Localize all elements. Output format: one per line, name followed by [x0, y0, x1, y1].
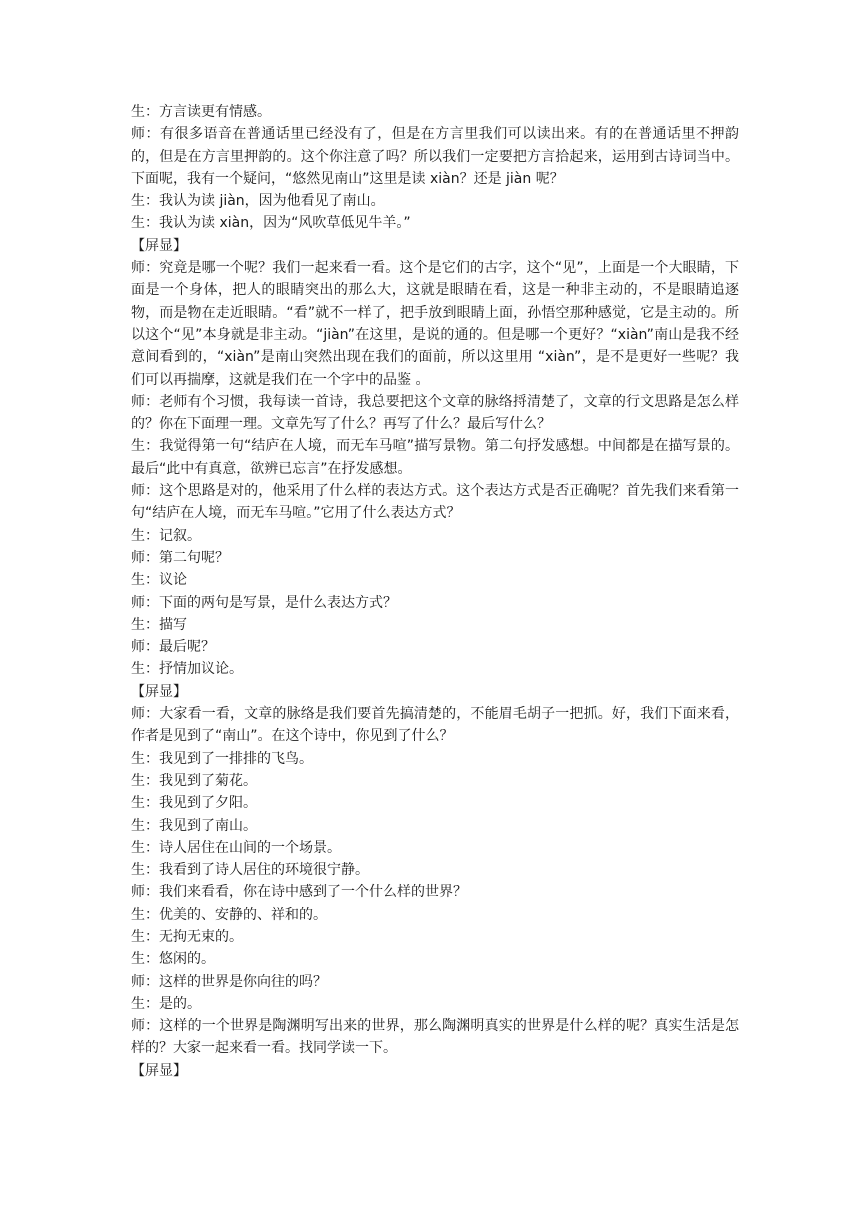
transcript-paragraph: 生：我看到了诗人居住的环境很宁静。 — [131, 862, 369, 879]
transcript-paragraph: 生：我见到了南山。 — [131, 817, 257, 834]
transcript-paragraph: 生：抒情加议论。 — [131, 661, 243, 678]
transcript-paragraph: 生：记叙。 — [131, 527, 201, 544]
transcript-paragraph: 生：悠闲的。 — [131, 951, 215, 968]
transcript-paragraph: 师：这样的世界是你向往的吗？ — [131, 973, 327, 990]
transcript-paragraph: 【屏显】 — [131, 1062, 187, 1079]
transcript-paragraph: 师：这个思路是对的，他采用了什么样的表达方式。这个表达方式是否正确呢？首先我们来看第一句“结庐在人境，而无车马喧。”它用了什么表达方式？ — [131, 483, 739, 522]
transcript-paragraph: 师：这样的一个世界是陶渊明写出来的世界，那么陶渊明真实的世界是什么样的呢？真实生活是怎样的？大家一起来看一看。找同学读一下。 — [131, 1018, 739, 1057]
transcript-paragraph: 师：有很多语音在普通话里已经没有了，但是在方言里我们可以读出来。有的在普通话里不押韵的，但是在方言里押韵的。这个你注意了吗？所以我们一定要把方言拾起来，运用到古诗词当中。下面呢，我有一个疑问，“悠然见南山”这里是读 xiàn？还是 jiàn 呢？ — [131, 126, 739, 187]
transcript-paragraph: 生：我觉得第一句“结庐在人境，而无车马喧”描写景物。第二句抒发感想。中间都是在描写景的。最后“此中有真意，欲辨已忘言”在抒发感想。 — [131, 438, 739, 477]
transcript-paragraph: 【屏显】 — [131, 683, 187, 700]
transcript-paragraph: 生：描写 — [131, 616, 187, 633]
document-body — [131, 101, 739, 1082]
transcript-paragraph: 生：我见到了夕阳。 — [131, 795, 257, 812]
transcript-paragraph: 生：议论 — [131, 572, 187, 589]
transcript-paragraph: 生：诗人居住在山间的一个场景。 — [131, 839, 341, 856]
transcript-paragraph: 师：下面的两句是写景，是什么表达方式？ — [131, 594, 397, 611]
transcript-paragraph: 师：大家看一看，文章的脉络是我们要首先搞清楚的，不能眉毛胡子一把抓。好，我们下面来看，作者是见到了“南山”。在这个诗中，你见到了什么？ — [131, 706, 739, 745]
transcript-paragraph: 生：我见到了一排排的飞鸟。 — [131, 750, 313, 767]
transcript-paragraph: 生：我见到了菊花。 — [131, 772, 257, 789]
transcript-paragraph: 生：我认为读 xiàn，因为“风吹草低见牛羊。” — [131, 215, 411, 232]
transcript-paragraph: 生：优美的、安静的、祥和的。 — [131, 906, 327, 923]
transcript-paragraph: 生：无拘无束的。 — [131, 928, 243, 945]
transcript-paragraph: 生：方言读更有情感。 — [131, 104, 271, 120]
transcript-paragraph: 生：我认为读 jiàn，因为他看见了南山。 — [131, 193, 385, 210]
transcript-paragraph: 师：我们来看看，你在诗中感到了一个什么样的世界？ — [131, 884, 467, 901]
transcript-paragraph: 【屏显】 — [131, 237, 187, 254]
transcript-paragraph: 师：老师有个习惯，我每读一首诗，我总要把这个文章的脉络捋清楚了，文章的行文思路是怎么样的？你在下面理一理。文章先写了什么？再写了什么？最后写什么？ — [131, 393, 739, 433]
transcript-paragraph: 生：是的。 — [131, 995, 201, 1012]
transcript-paragraph: 师：究竟是哪一个呢？我们一起来看一看。这个是它们的古字，这个“见”，上面是一个大眼睛，下面是一个身体，把人的眼睛突出的那么大，这就是眼睛在看，这是一种非主动的，不是眼睛追逐物，而是物在走近眼睛。“看”就不一样了，把手放到眼睛上面，孙悟空那种感觉，它是主动的。所以这个“见”本身就是非主动。“jiàn”在这里，是说的通的。但是哪一个更好？“xiàn”南山是我不经意间看到的，“xiàn”是南山突然出现在我们的面前，所以这里用 “xiàn”，是不是更好一些呢？我们可以再揣摩，这就是我们在一个字中的品鉴 。 — [131, 260, 739, 388]
transcript-paragraph: 师：最后呢？ — [131, 639, 215, 656]
transcript-paragraph: 师：第二句呢？ — [131, 549, 229, 566]
